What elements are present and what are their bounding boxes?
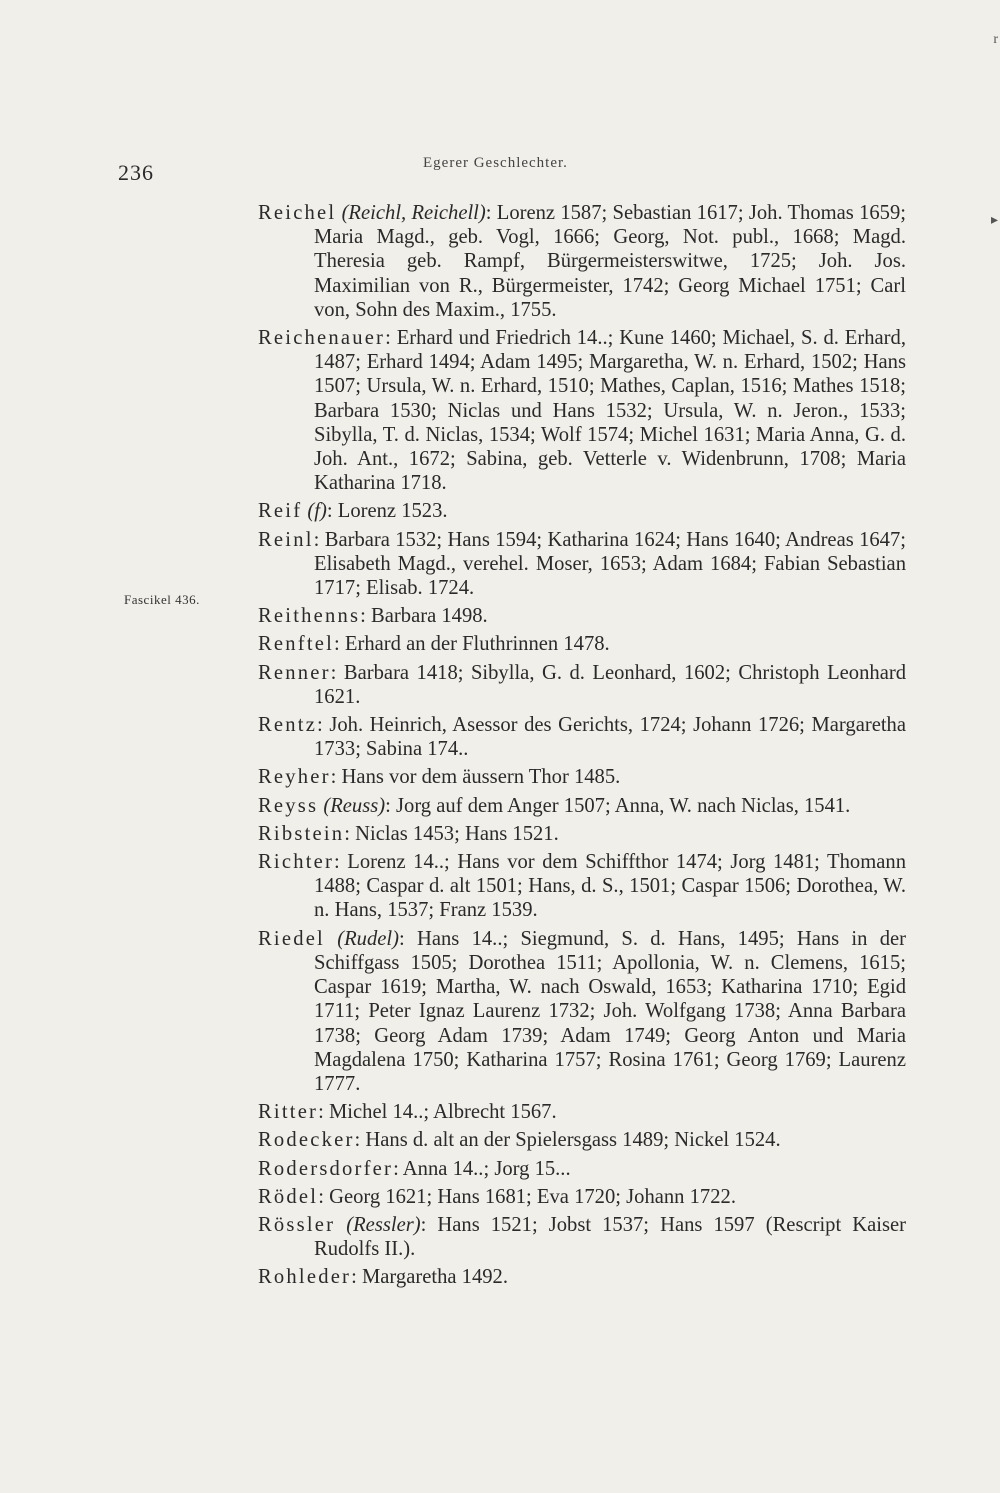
entry-lemma: Rössler: [258, 1213, 336, 1236]
entry-variant: (Rudel): [337, 927, 399, 950]
entry-text: Lorenz 1587; Sebastian 1617; Joh. Thomas 1659; Maria Magd., geb. Vogl, 1666; Georg, Not. publ., 1668; Magd. Theresia geb. Rampf, Bürgermeisterswitwe, 1725; Joh. Jos. Maximilian von R., Bürgermeister, 1742; Georg Michael 1751; Carl von, Sohn des Maxim., 1755.: [314, 202, 906, 321]
entry: [258, 765, 906, 789]
entry-separator: :: [420, 1213, 427, 1236]
entry-list: [258, 201, 906, 1294]
edge-mark: r: [993, 32, 998, 47]
entry-separator: :: [485, 202, 492, 224]
entry-text: Barbara 1532; Hans 1594; Katharina 1624; Hans 1640; Andreas 1647; Elisabeth Magd., verehel. Moser, 1653; Adam 1684; Fabian Sebastian 1717; Elisab. 1724.: [314, 528, 906, 600]
entry-separator: :: [330, 661, 337, 684]
entry: [258, 850, 906, 923]
entry-separator: :: [318, 1185, 324, 1208]
entry-separator: :: [354, 1129, 361, 1152]
entry-separator: :: [330, 766, 337, 789]
entry-separator: :: [385, 794, 391, 817]
entry-lemma: Reichenauer: [258, 327, 386, 350]
entry: [258, 661, 906, 709]
entry-text: Erhard und Friedrich 14..; Kune 1460; Michael, S. d. Erhard, 1487; Erhard 1494; Adam 1495; Margaretha, W. n. Erhard, 1502; Hans 1507; Ursula, W. n. Erhard, 1510; Mathes, Caplan, 1516; Mathes 1518; Barbara 1530; Niclas und Hans 1532; Ursula, W. n. Jeron., 1533; Sibylla, T. d. Niclas, 1534; Wolf 1574; Michel 1631; Maria Anna, G. d. Joh. Ant., 1672; Sabina, geb. Vetterle v. Widenbrunn, 1708; Maria Katharina 1718.: [314, 327, 906, 495]
entry-text: Anna 14..; Jorg 15...: [398, 1157, 571, 1180]
entry: [258, 1128, 906, 1152]
entry-text: Lorenz 1523.: [332, 500, 448, 523]
entry-text: Hans 14..; Siegmund, S. d. Hans, 1495; Hans in der Schiffgass 1505; Dorothea 1511; Apollonia, W. n. Clemens, 1615; Caspar 1619; Martha, W. nach Oswald, 1653; Katharina 1710; Egid 1711; Peter Ignaz Laurenz 1732; Joh. Wolfgang 1738; Anna Barbara 1738; Georg Adam 1739; Adam 1749; Georg Anton und Maria Magdalena 1750; Katharina 1757; Rosina 1761; Georg 1769; Laurenz 1777.: [314, 927, 906, 1095]
entry-lemma: Reinl: [258, 528, 314, 551]
entry-lemma: Ritter: [258, 1101, 319, 1124]
entry: [258, 1157, 906, 1181]
entry-variant: (Ressler): [346, 1213, 421, 1236]
page-number: 236: [118, 160, 154, 185]
entry: [258, 822, 906, 846]
entry-variant: (Reichl, Reichell): [341, 202, 486, 224]
entry: [258, 632, 906, 656]
entry-separator: :: [344, 822, 350, 845]
entry: [258, 927, 906, 1096]
margin-note: Fascikel 436.: [124, 592, 200, 607]
entry-lemma: Rentz: [258, 714, 318, 737]
entry-lemma: Rohleder: [258, 1266, 352, 1289]
entry: [258, 604, 906, 628]
entry: [258, 713, 906, 761]
entry: [258, 1185, 906, 1209]
entry-text: Hans vor dem äussern Thor 1485.: [336, 766, 621, 789]
entry-text: Joh. Heinrich, Asessor des Gerichts, 1724; Johann 1726; Margaretha 1733; Sabina 174..: [314, 714, 906, 761]
entry-separator: :: [313, 528, 320, 551]
entry-separator: :: [385, 327, 391, 350]
edge-mark: ▸: [990, 213, 998, 228]
entry-text: Jorg auf dem Anger 1507; Anna, W. nach Niclas, 1541.: [390, 794, 851, 817]
entry-separator: :: [317, 714, 323, 737]
entry-separator: :: [399, 927, 405, 950]
entry-lemma: Reyss: [258, 794, 319, 817]
entry-lemma: Renftel: [258, 633, 335, 656]
entry-lemma: Rödel: [258, 1185, 319, 1208]
entry-lemma: Reithenns: [258, 605, 361, 628]
entry-text: Erhard an der Fluthrinnen 1478.: [339, 633, 610, 656]
entry-text: Margaretha 1492.: [356, 1266, 508, 1289]
entry-text: Georg 1621; Hans 1681; Eva 1720; Johann 1722.: [323, 1185, 736, 1208]
entry-separator: :: [393, 1157, 399, 1180]
entry-text: Lorenz 14..; Hans vor dem Schiffthor 1474; Jorg 1481; Thomann 1488; Caspar d. alt 1501; Hans, d. S., 1501; Caspar 1506; Dorothea, W. n. Hans, 1537; Franz 1539.: [314, 851, 906, 922]
entry-text: Barbara 1498.: [365, 605, 488, 628]
entry: [258, 499, 906, 523]
entry-lemma: Ribstein: [258, 822, 345, 845]
entry-lemma: Reif: [258, 500, 303, 523]
entry-separator: :: [351, 1266, 357, 1289]
entry: [258, 1213, 906, 1261]
entry-lemma: Rodersdorfer: [258, 1157, 394, 1180]
entry-lemma: Renner: [258, 661, 331, 684]
entry-text: Barbara 1418; Sibylla, G. d. Leonhard, 1602; Christoph Leonhard 1621.: [314, 661, 906, 708]
entry-text: Niclas 1453; Hans 1521.: [349, 822, 559, 845]
entry-lemma: Richter: [258, 851, 335, 874]
entry: [258, 326, 906, 495]
running-head: Egerer Geschlechter.: [423, 155, 568, 171]
entry-lemma: Reichel: [258, 202, 337, 224]
entry: [258, 1100, 906, 1124]
entry-lemma: Riedel: [258, 927, 325, 950]
entry: [258, 794, 906, 818]
entry: [258, 1265, 906, 1289]
entry-separator: :: [318, 1101, 324, 1124]
entry-lemma: Rodecker: [258, 1129, 355, 1152]
entry-text: Hans d. alt an der Spielersgass 1489; Nickel 1524.: [360, 1129, 781, 1152]
entry-separator: :: [326, 500, 333, 523]
entry-variant: (Reuss): [323, 794, 386, 817]
entry-text: Hans 1521; Jobst 1537; Hans 1597 (Rescript Kaiser Rudolfs II.).: [314, 1213, 906, 1261]
entry: [258, 528, 906, 601]
entry-separator: :: [360, 605, 366, 628]
entry-separator: :: [334, 633, 340, 656]
entry-variant: (f): [307, 500, 327, 523]
entry-separator: :: [334, 851, 340, 874]
entry-lemma: Reyher: [258, 766, 331, 789]
entry: [258, 201, 906, 322]
entry-text: Michel 14..; Albrecht 1567.: [323, 1101, 557, 1124]
